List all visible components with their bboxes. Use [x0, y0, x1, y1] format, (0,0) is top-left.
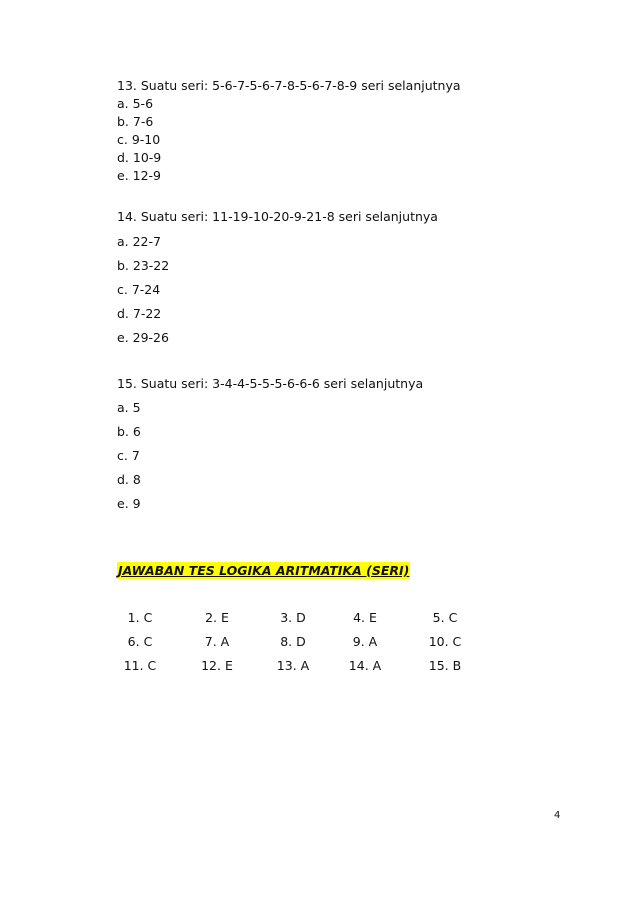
answer-cell: 1. C	[127, 610, 153, 625]
answer-cell: 2. E	[205, 610, 229, 625]
question-13-option-e: e. 12-9	[117, 168, 162, 183]
answer-cell: 14. A	[348, 658, 382, 673]
question-14-option-a: a. 22-7	[117, 234, 161, 249]
answer-cell: 13. A	[276, 658, 310, 673]
answer-cell: 6. C	[127, 634, 153, 649]
answers-heading: JAWABAN TES LOGIKA ARITMATIKA (SERI)	[118, 563, 410, 578]
question-13-option-b: b. 7-6	[117, 114, 154, 129]
question-13-option-c: c. 9-10	[117, 132, 161, 147]
question-14-prompt: 14. Suatu seri: 11-19-10-20-9-21-8 seri selanjutnya	[117, 209, 438, 224]
question-14-option-d: d. 7-22	[117, 306, 162, 321]
question-15-option-a: a. 5	[117, 400, 141, 415]
question-13-prompt: 13. Suatu seri: 5-6-7-5-6-7-8-5-6-7-8-9 seri selanjutnya	[117, 78, 461, 93]
answer-cell: 15. B	[428, 658, 462, 673]
question-14-option-b: b. 23-22	[117, 258, 170, 273]
question-15-option-c: c. 7	[117, 448, 140, 463]
question-14-option-c: c. 7-24	[117, 282, 161, 297]
question-15-option-e: e. 9	[117, 496, 141, 511]
answer-cell: 11. C	[123, 658, 157, 673]
answer-cell: 7. A	[204, 634, 230, 649]
question-15-option-d: d. 8	[117, 472, 141, 487]
question-15-option-b: b. 6	[117, 424, 141, 439]
answer-cell: 8. D	[280, 634, 306, 649]
page-number: 4	[554, 810, 561, 821]
answer-cell: 12. E	[201, 658, 233, 673]
answer-cell: 10. C	[428, 634, 462, 649]
answer-cell: 4. E	[353, 610, 377, 625]
answer-cell: 9. A	[352, 634, 378, 649]
question-14-option-e: e. 29-26	[117, 330, 169, 345]
answer-cell: 3. D	[280, 610, 306, 625]
question-13-option-d: d. 10-9	[117, 150, 162, 165]
question-13-option-a: a. 5-6	[117, 96, 154, 111]
answer-cell: 5. C	[432, 610, 458, 625]
question-15-prompt: 15. Suatu seri: 3-4-4-5-5-5-6-6-6 seri selanjutnya	[117, 376, 424, 391]
